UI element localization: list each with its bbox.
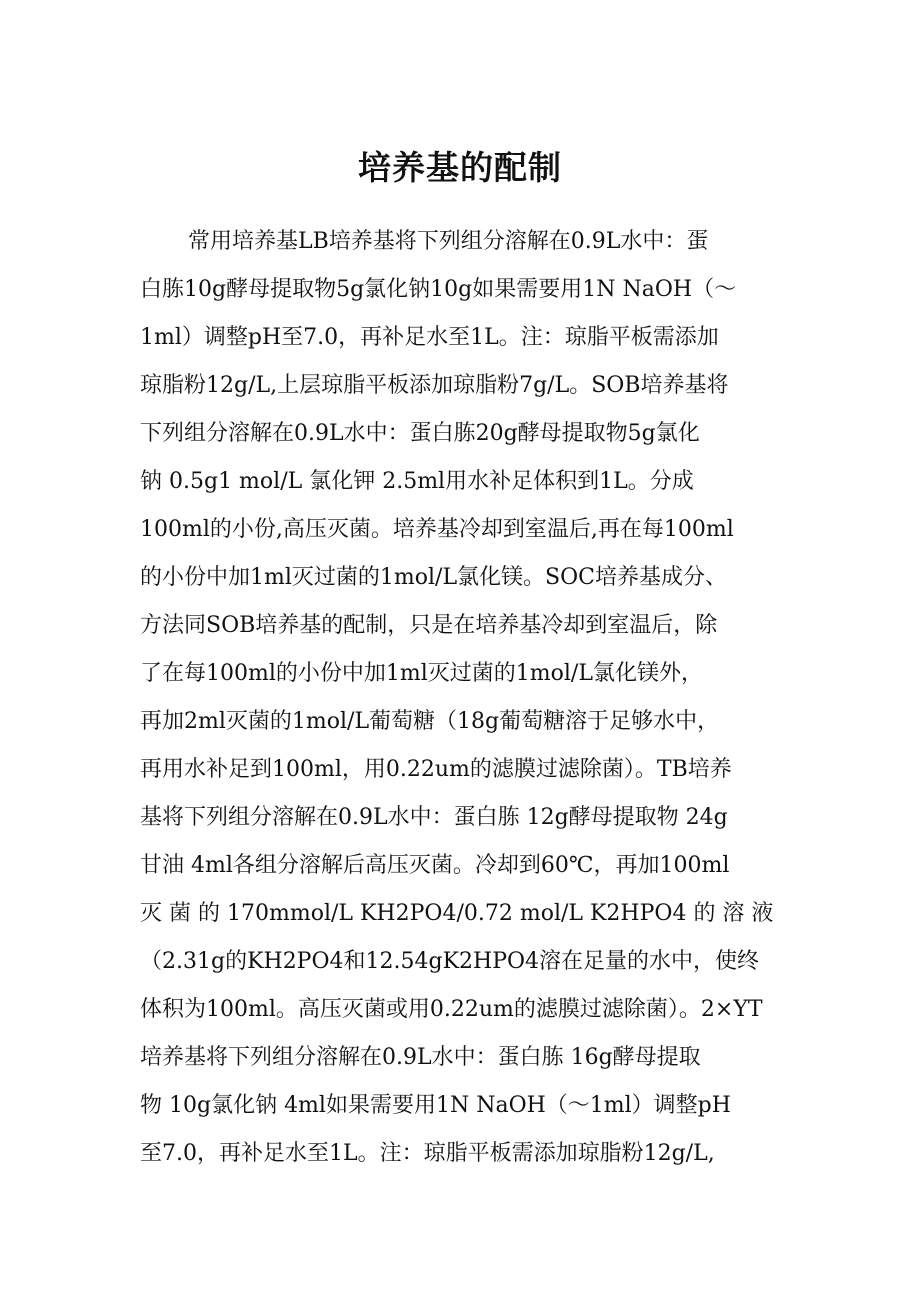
text-line: 琼脂粉12g/L,上层琼脂平板添加琼脂粉7g/L。SOB培养基将 [140,373,729,398]
document-body [140,218,788,1178]
text-line: 白胨10g酵母提取物5g氯化钠10g如果需要用1N NaOH（～ [140,277,737,302]
text-line: 的小份中加1ml灭过菌的1mol/L氯化镁。SOC培养基成分、 [140,565,727,590]
text-line: 培养基将下列组分溶解在0.9L水中：蛋白胨 16g酵母提取 [140,1045,701,1070]
text-line: 再加2ml灭菌的1mol/L葡萄糖（18g葡萄糖溶于足够水中， [140,709,720,734]
text-line: 体积为100ml。高压灭菌或用0.22um的滤膜过滤除菌）。2×YT [140,997,763,1022]
text-line: 钠 0.5g1 mol/L 氯化钾 2.5ml用水补足体积到1L。分成 [140,469,694,494]
text-line: 100ml的小份,高压灭菌。培养基冷却到室温后,再在每100ml [140,517,734,542]
document-title: 培养基的配制 [358,148,562,187]
text-line: 再用水补足到100ml，用0.22um的滤膜过滤除菌）。TB培养 [140,757,732,782]
text-line: （2.31g的KH2PO4和12.54gK2HPO4溶在足量的水中，使终 [140,949,760,974]
text-line: 方法同SOB培养基的配制，只是在培养基冷却到室温后，除 [140,613,718,638]
text-line: 了在每100ml的小份中加1ml灭过菌的1mol/L氯化镁外， [140,661,703,686]
text-line: 灭 菌 的 170mmol/L KH2PO4/0.72 mol/L K2HPO4 的 溶 液 [140,901,774,926]
text-line: 物 10g氯化钠 4ml如果需要用1N NaOH（～1ml）调整pH [140,1093,731,1118]
text-line: 甘油 4ml各组分溶解后高压灭菌。冷却到60℃，再加100ml [140,853,730,878]
text-line: 1ml）调整pH至7.0，再补足水至1L。注：琼脂平板需添加 [140,325,719,350]
text-line: 下列组分溶解在0.9L水中：蛋白胨20g酵母提取物5g氯化 [140,421,700,446]
text-line: 常用培养基LB培养基将下列组分溶解在0.9L水中：蛋 [188,229,709,254]
text-line: 至7.0，再补足水至1L。注：琼脂平板需添加琼脂粉12g/L, [140,1141,715,1166]
text-line: 基将下列组分溶解在0.9L水中：蛋白胨 12g酵母提取物 24g [140,805,728,830]
